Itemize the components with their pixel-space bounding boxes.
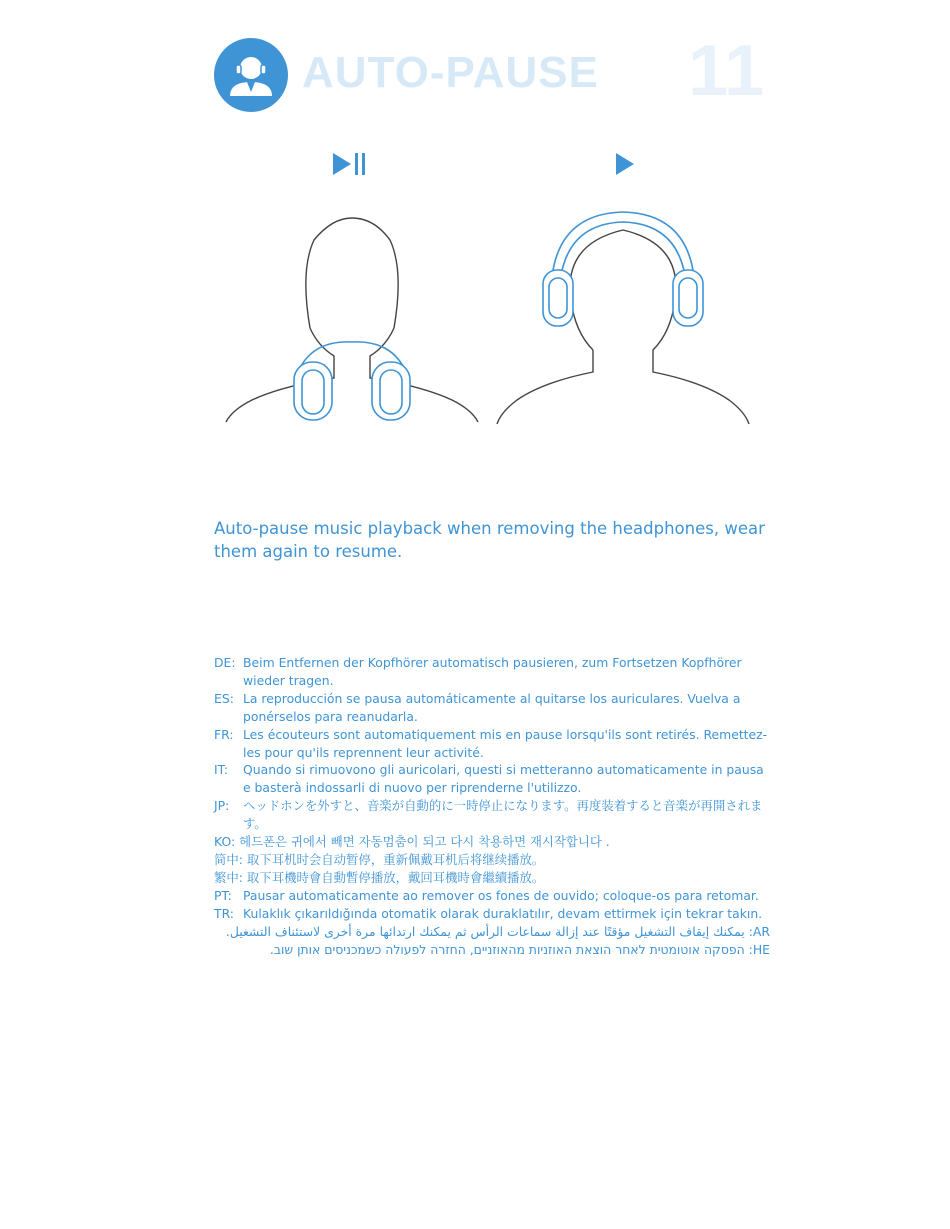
translation-fr [214, 726, 770, 762]
translation-text: Kulaklık çıkarıldığında otomatik olarak duraklatılır, devam ettirmek için tekrar takın. [243, 905, 763, 921]
language-code: JP: [214, 798, 230, 814]
translation-text: ヘッドホンを外すと、音楽が自動的に一時停止になります。再度装着すると音楽が再開されます。 [243, 798, 763, 832]
translation-ko [214, 833, 770, 851]
translation-es [214, 690, 770, 726]
language-code: AR: [748, 923, 770, 939]
translation-he [214, 941, 770, 959]
language-code: DE: [214, 655, 236, 670]
language-code: FR: [214, 726, 234, 742]
translation-text: Pausar automaticamente ao remover os fones de ouvido; coloque-os para retomar. [243, 887, 759, 903]
language-code: TR: [214, 905, 234, 921]
translation-text: Les écouteurs sont automatiquement mis en pause lorsqu'ils sont retirés. Remettez-les pour qu'ils reprennent leur activité. [243, 726, 768, 760]
translation-text: 헤드폰은 귀에서 빼면 자동멈춤이 되고 다시 착용하면 재시작합니다 . [239, 834, 610, 850]
person-headphones-around-neck [222, 200, 484, 434]
translation-de [214, 654, 770, 690]
translation-text: Quando si rimuovono gli auricolari, questi si metteranno automaticamente in pausa e basterà indossarli di nuovo per riprenderne l'utilizzo. [243, 762, 764, 796]
translation-text: La reproducción se pausa automáticamente al quitarse los auriculares. Vuelva a ponérselos para reanudarla. [243, 690, 741, 724]
translation-jp [214, 797, 770, 833]
translations-list [214, 654, 770, 958]
language-code: 简中: [214, 851, 243, 867]
page-number: 11 [688, 31, 765, 111]
language-code: KO: [214, 834, 236, 850]
translation-pt [214, 887, 770, 905]
language-code: HE: [748, 941, 770, 957]
language-code: PT: [214, 887, 232, 903]
translation-text: 取下耳機時會自動暫停播放，戴回耳機時會繼續播放。 [246, 869, 545, 885]
translation-text: הפסקה אוטומטית לאחר הוצאת האוזניות מהאוזניים, החזרה לפעולה כשמכניסים אותן שוב. [269, 941, 745, 957]
translation-tr [214, 905, 770, 923]
translation-zh-hans [214, 851, 770, 869]
person-wearing-headphones [493, 200, 755, 434]
person-headphones-icon [214, 38, 288, 112]
language-code: ES: [214, 690, 234, 706]
translation-it [214, 761, 770, 797]
language-code: 繁中: [214, 869, 243, 885]
play-pause-icon [331, 148, 371, 180]
play-icon [614, 148, 638, 180]
translation-text: 取下耳机时会自动暂停，重新佩戴耳机后将继续播放。 [246, 851, 545, 867]
language-code: IT: [214, 762, 229, 778]
translation-zh-hant [214, 869, 770, 887]
translation-ar [214, 923, 770, 941]
translation-text: Beim Entfernen der Kopfhörer automatisch pausieren, zum Fortsetzen Kopfhörer wieder tragen. [243, 655, 742, 688]
translation-text: يمكنك إيقاف التشغيل مؤقتًا عند إزالة سماعات الرأس ثم يمكنك ارتدائها مرة أخرى لاستئناف التشغيل. [225, 923, 745, 939]
description: Auto-pause music playback when removing the headphones, wear them again to resume. [214, 519, 765, 561]
page-title: AUTO-PAUSE [302, 48, 599, 97]
